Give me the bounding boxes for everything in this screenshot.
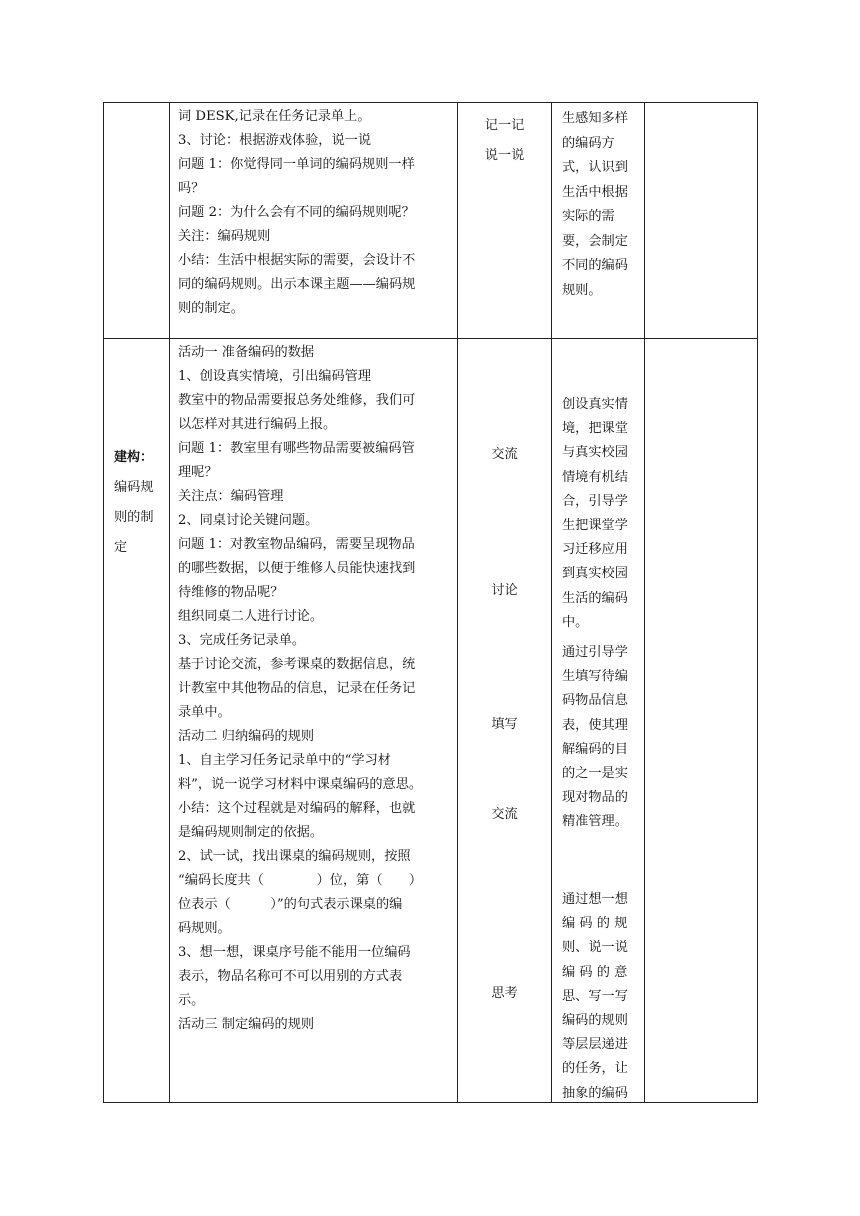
process-line: 录单中。 xyxy=(178,705,231,720)
activity-label: 讨论 xyxy=(491,583,518,598)
intent-line: 现对物品的 xyxy=(562,790,628,806)
intent-line: 中。 xyxy=(562,614,589,630)
process-line: 关注：编码规则 xyxy=(178,229,271,244)
design-intent-block xyxy=(562,393,636,635)
design-intent-block xyxy=(562,641,636,835)
intent-line: 等层层递进 xyxy=(562,1037,628,1053)
process-line: 问题 1：你觉得同一单词的编码规则一样 xyxy=(178,157,415,172)
intent-line: 码物品信息 xyxy=(562,693,628,709)
student-activity-cell xyxy=(458,339,552,1103)
intent-line: 解编码的目 xyxy=(562,741,628,757)
process-line: 教室中的物品需要报总务处维修，我们可 xyxy=(178,393,416,408)
process-line: 2、试一试，找出课桌的编码规则，按照 xyxy=(178,849,411,864)
lesson-plan-table xyxy=(103,102,758,1103)
stage-line: 编码规 xyxy=(114,480,154,495)
intent-line: 表，使其理 xyxy=(562,717,628,733)
intent-line: 的任务，让 xyxy=(562,1061,628,1077)
process-line: 小结：生活中根据实际的需要，会设计不 xyxy=(178,253,416,268)
process-line: 吗？ xyxy=(178,181,205,196)
intent-line: 抽象的编码 xyxy=(562,1085,628,1101)
process-line: 活动三 制定编码的规则 xyxy=(178,1017,315,1032)
process-line: 码规则。 xyxy=(178,921,231,936)
intent-line: 到真实校园 xyxy=(562,566,628,582)
activity-label: 交流 xyxy=(491,447,518,462)
stage-cell xyxy=(104,103,170,339)
intent-line: 生感知多样 xyxy=(562,111,628,126)
activity-label: 记一记 xyxy=(484,118,525,133)
process-line: 基于讨论交流，参考课桌的数据信息，统 xyxy=(178,657,416,672)
stage-title: 建构： xyxy=(114,450,154,465)
activity-label: 填写 xyxy=(491,717,518,732)
intent-line: 生活的编码 xyxy=(562,590,628,606)
teaching-process-cell xyxy=(170,339,458,1103)
process-line: 待维修的物品呢？ xyxy=(178,585,284,600)
activity-label: 交流 xyxy=(491,807,518,822)
notes-cell xyxy=(645,339,758,1103)
intent-line: 通过引导学 xyxy=(562,645,628,660)
intent-line: 精准管理。 xyxy=(562,814,628,830)
table-row xyxy=(104,339,758,1103)
process-line: 3、想一想，课桌序号能不能用一位编码 xyxy=(178,945,411,960)
process-line: 1、创设真实情境，引出编码管理 xyxy=(178,369,372,384)
intent-line: 情境有机结 xyxy=(562,469,628,485)
intent-line: 与真实校园 xyxy=(562,445,628,461)
process-line: 小结：这个过程就是对编码的解释，也就 xyxy=(178,801,416,816)
process-line: 2、同桌讨论关键问题。 xyxy=(178,513,319,528)
process-line: 问题 1：对教室物品编码，需要呈现物品 xyxy=(178,537,415,552)
intent-line: 编 码 的 意 xyxy=(562,964,628,980)
process-line: 关注点：编码管理 xyxy=(178,489,284,504)
table-row xyxy=(104,103,758,339)
process-line: 则的制定。 xyxy=(178,301,244,316)
activity-label: 说一说 xyxy=(484,148,525,163)
stage-cell xyxy=(104,339,170,1103)
process-line: 料”，说一说学习材料中课桌编码的意思。 xyxy=(178,777,423,792)
stage-line: 定 xyxy=(114,540,128,555)
student-activity-text xyxy=(458,111,551,171)
teaching-process-text xyxy=(170,339,457,1037)
intent-line: 思、写一写 xyxy=(562,988,628,1004)
intent-line: 习迁移应用 xyxy=(562,542,628,558)
process-line: 活动二 归纳编码的规则 xyxy=(178,729,315,744)
process-line: 位表示（ ）”的句式表示课桌的编 xyxy=(178,897,403,912)
student-activity-cell xyxy=(458,103,552,339)
process-line: 同的编码规则。出示本课主题——编码规 xyxy=(178,277,416,292)
process-line: 理呢？ xyxy=(178,465,218,480)
process-line: 词 DESK,记录在任务记录单上。 xyxy=(178,109,371,124)
intent-line: 境，把课堂 xyxy=(562,421,628,437)
intent-line: 的编码方 xyxy=(562,135,615,151)
design-intent-block xyxy=(562,888,636,1106)
design-intent-text xyxy=(552,103,644,303)
process-line: 组织同桌二人进行讨论。 xyxy=(178,609,324,624)
process-line: “编码长度共（ ）位，第（ ） xyxy=(178,873,423,888)
intent-line: 要，会制定 xyxy=(562,233,628,249)
notes-cell xyxy=(645,103,758,339)
stage-line: 则的制 xyxy=(114,510,154,525)
process-line: 3、完成任务记录单。 xyxy=(178,633,306,648)
intent-line: 合，引导学 xyxy=(562,493,628,509)
intent-line: 创设真实情 xyxy=(562,397,628,412)
process-line: 的哪些数据，以便于维修人员能快速找到 xyxy=(178,561,416,576)
intent-line: 的之一是实 xyxy=(562,766,628,782)
intent-line: 则、说一说 xyxy=(562,940,628,956)
intent-line: 不同的编码 xyxy=(562,258,628,273)
intent-line: 生填写待编 xyxy=(562,669,628,685)
intent-line: 式，认识到 xyxy=(562,160,628,175)
process-line: 3、讨论：根据游戏体验，说一说 xyxy=(178,133,372,148)
process-line: 1、自主学习任务记录单中的“学习材 xyxy=(178,753,391,768)
process-line: 以怎样对其进行编码上报。 xyxy=(178,417,337,432)
intent-line: 编 码 的 规 xyxy=(562,916,628,932)
process-line: 示。 xyxy=(178,993,205,1008)
activity-label: 思考 xyxy=(491,986,518,1001)
intent-line: 实际的需 xyxy=(562,209,615,224)
intent-line: 通过想一想 xyxy=(562,892,628,907)
process-line: 问题 2：为什么会有不同的编码规则呢？ xyxy=(178,205,415,220)
process-line: 表示，物品名称可不可以用别的方式表 xyxy=(178,969,403,984)
process-line: 活动一 准备编码的数据 xyxy=(178,345,315,360)
teaching-process-cell xyxy=(170,103,458,339)
intent-line: 生活中根据 xyxy=(562,184,628,200)
intent-line: 编码的规则 xyxy=(562,1013,628,1029)
intent-line: 规则。 xyxy=(562,282,602,298)
intent-line: 生把课堂学 xyxy=(562,518,628,534)
process-line: 问题 1：教室里有哪些物品需要被编码管 xyxy=(178,441,415,456)
stage-label xyxy=(114,443,165,563)
design-intent-cell xyxy=(552,339,645,1103)
process-line: 是编码规则制定的依据。 xyxy=(178,825,324,840)
teaching-process-text xyxy=(170,103,457,321)
process-line: 计教室中其他物品的信息，记录在任务记 xyxy=(178,681,416,696)
design-intent-cell xyxy=(552,103,645,339)
